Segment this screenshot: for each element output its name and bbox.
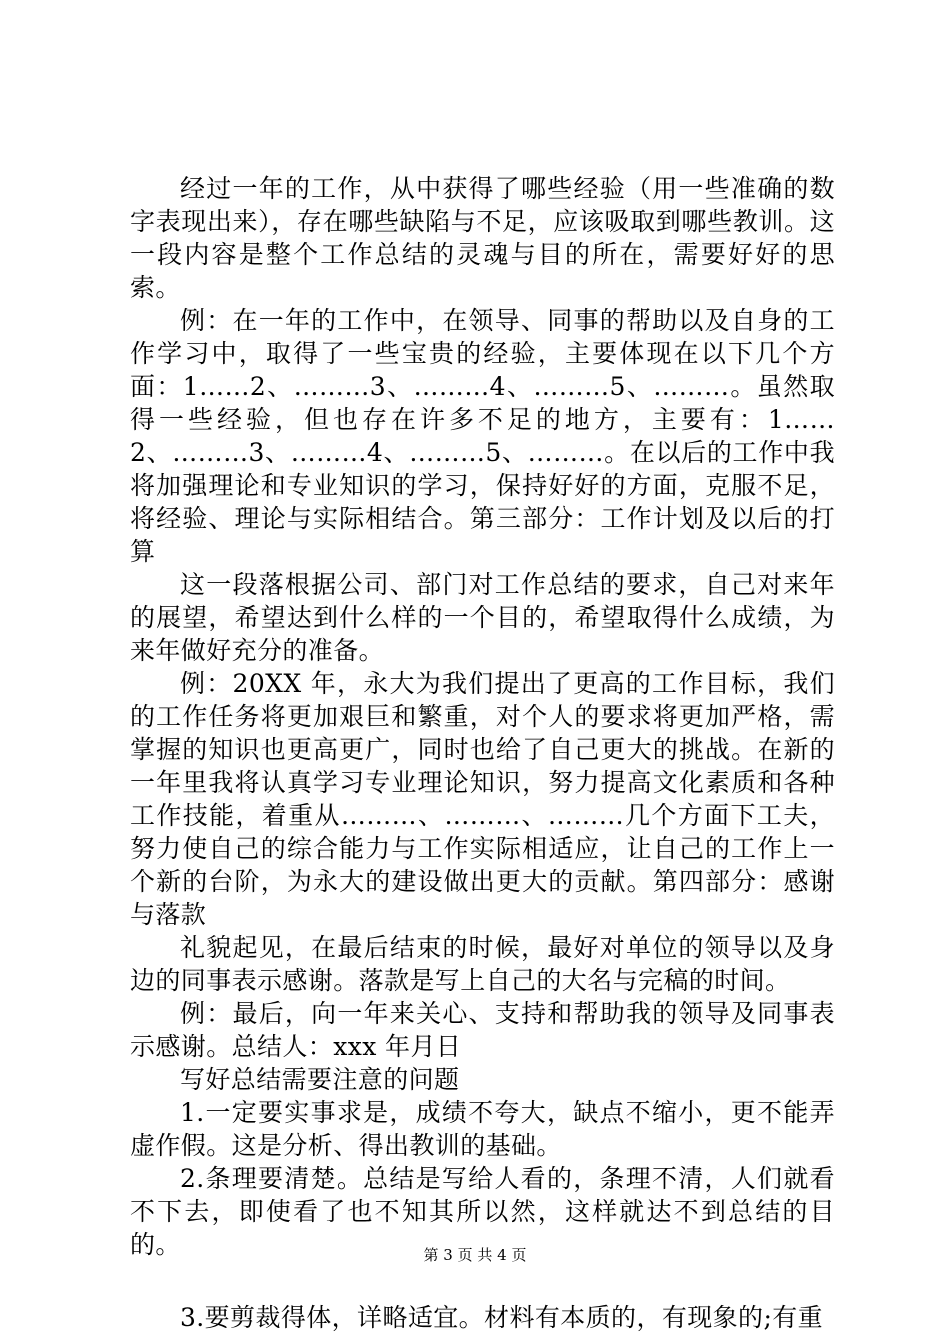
paragraph-plan: 这一段落根据公司、部门对工作总结的要求，自己对来年的展望，希望达到什么样的一个目的，希望取得什么成绩，为来年做好充分的准备。 xyxy=(130,570,835,665)
page-number-footer: 第 3 页 共 4 页 xyxy=(423,1246,527,1264)
paragraph-experience: 经过一年的工作，从中获得了哪些经验（用一些准确的数字表现出来），存在哪些缺陷与不足，应该吸取到哪些教训。这一段内容是整个工作总结的灵魂与目的所在，需要好好的思索。 xyxy=(130,174,835,302)
paragraph-note-2: 2.条理要清楚。总结是写给人看的，条理不清，人们就看不下去，即使看了也不知其所以然，这样就达不到总结的目的。 xyxy=(130,1164,835,1259)
paragraph-thanks: 礼貌起见，在最后结束的时候，最好对单位的领导以及身边的同事表示感谢。落款是写上自己的大名与完稿的时间。 xyxy=(130,933,835,995)
paragraph-gap xyxy=(130,1261,835,1301)
paragraph-note-3: 3.要剪裁得体，详略适宜。材料有本质的，有现象的;有重 xyxy=(180,1303,824,1332)
paragraph-note-1: 1.一定要实事求是，成绩不夸大，缺点不缩小，更不能弄虚作假。这是分析、得出教训的基础。 xyxy=(130,1098,835,1160)
paragraph-example-thanks: 例：最后，向一年来关心、支持和帮助我的领导及同事表示感谢。总结人：xxx 年月日 xyxy=(130,999,835,1061)
document-body xyxy=(130,172,835,1334)
paragraph-example-plan: 例：20XX 年，永大为我们提出了更高的工作目标，我们的工作任务将更加艰巨和繁重，对个人的要求将更加严格，需掌握的知识也更高更广，同时也给了自己更大的挑战。在新的一年里我将认真学习专业理论知识，努力提高文化素质和各种工作技能，着重从………、………、………几个方面下工夫，努力使自己的综合能力与工作实际相适应，让自己的工作上一个新的台阶，为永大的建设做出更大的贡献。第四部分：感谢与落款 xyxy=(130,669,835,929)
paragraph-example-experience: 例：在一年的工作中，在领导、同事的帮助以及自身的工作学习中，取得了一些宝贵的经验，主要体现在以下几个方面：1……2、………3、………4、………5、………。虽然取得一些经验，但也存在许多不足的地方，主要有：1……2、………3、………4、………5、………。在以后的工作中我将加强理论和专业知识的学习，保持好好的方面，克服不足，将经验、理论与实际相结合。第三部分：工作计划及以后的打算 xyxy=(130,306,835,566)
section-heading-notes: 写好总结需要注意的问题 xyxy=(180,1065,460,1094)
